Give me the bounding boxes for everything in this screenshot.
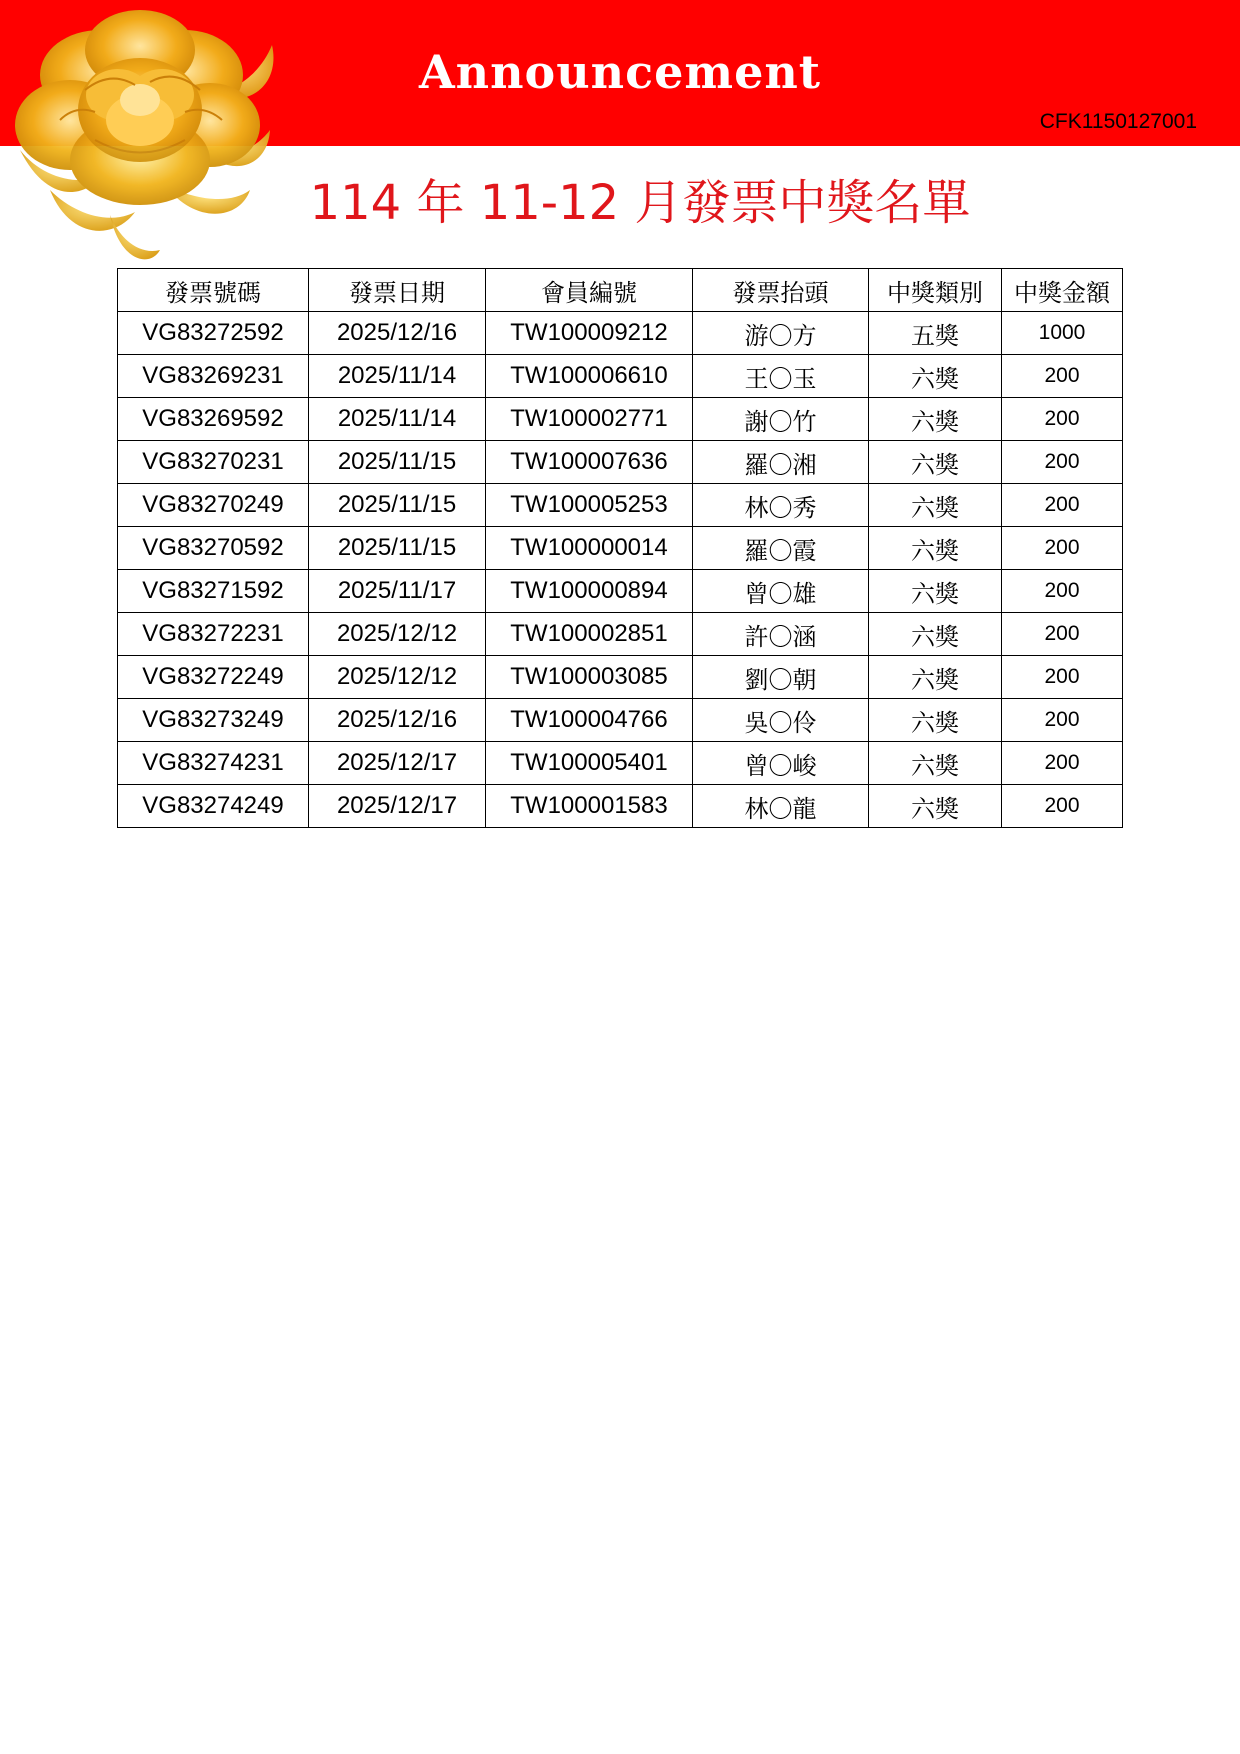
cell-invoice-title: 羅〇霞	[693, 527, 869, 570]
cell-invoice-title: 游〇方	[693, 312, 869, 355]
cell-prize-category: 六獎	[869, 699, 1002, 742]
cell-invoice-date: 2025/11/14	[309, 398, 486, 441]
banner-title: Announcement	[418, 45, 822, 99]
table-row	[118, 441, 1123, 484]
table-row	[118, 785, 1123, 828]
cell-member-id: TW100000014	[486, 527, 693, 570]
cell-prize-category: 六獎	[869, 398, 1002, 441]
cell-invoice-number: VG83269231	[118, 355, 309, 398]
cell-invoice-date: 2025/12/12	[309, 656, 486, 699]
cell-invoice-title: 林〇龍	[693, 785, 869, 828]
table-body	[118, 312, 1123, 828]
cell-prize-category: 六獎	[869, 785, 1002, 828]
cell-prize-amount: 200	[1002, 441, 1123, 484]
cell-invoice-date: 2025/11/17	[309, 570, 486, 613]
winners-table	[117, 268, 1123, 828]
cell-prize-category: 六獎	[869, 656, 1002, 699]
cell-prize-amount: 200	[1002, 699, 1123, 742]
cell-invoice-date: 2025/12/17	[309, 742, 486, 785]
cell-invoice-number: VG83270231	[118, 441, 309, 484]
cell-prize-category: 六獎	[869, 441, 1002, 484]
cell-member-id: TW100009212	[486, 312, 693, 355]
cell-prize-amount: 200	[1002, 527, 1123, 570]
table-row	[118, 312, 1123, 355]
cell-member-id: TW100006610	[486, 355, 693, 398]
cell-member-id: TW100001583	[486, 785, 693, 828]
cell-invoice-date: 2025/12/16	[309, 312, 486, 355]
cell-invoice-number: VG83270249	[118, 484, 309, 527]
table-row	[118, 398, 1123, 441]
document-code: CFK1150127001	[1039, 110, 1197, 133]
cell-prize-amount: 200	[1002, 613, 1123, 656]
cell-prize-category: 六獎	[869, 570, 1002, 613]
table-row	[118, 699, 1123, 742]
cell-member-id: TW100002851	[486, 613, 693, 656]
cell-invoice-number: VG83274231	[118, 742, 309, 785]
cell-prize-category: 六獎	[869, 355, 1002, 398]
cell-prize-amount: 1000	[1002, 312, 1123, 355]
cell-invoice-title: 劉〇朝	[693, 656, 869, 699]
cell-member-id: TW100005401	[486, 742, 693, 785]
column-header-invoice-date: 發票日期	[309, 269, 486, 312]
table-row	[118, 613, 1123, 656]
cell-member-id: TW100003085	[486, 656, 693, 699]
table-row	[118, 570, 1123, 613]
cell-prize-category: 六獎	[869, 613, 1002, 656]
cell-invoice-number: VG83272249	[118, 656, 309, 699]
cell-invoice-date: 2025/11/15	[309, 441, 486, 484]
column-header-invoice-number: 發票號碼	[118, 269, 309, 312]
cell-invoice-date: 2025/11/15	[309, 527, 486, 570]
cell-invoice-title: 王〇玉	[693, 355, 869, 398]
cell-invoice-date: 2025/12/17	[309, 785, 486, 828]
table-header-row	[118, 269, 1123, 312]
cell-invoice-title: 謝〇竹	[693, 398, 869, 441]
cell-invoice-date: 2025/11/15	[309, 484, 486, 527]
column-header-member-id: 會員編號	[486, 269, 693, 312]
cell-prize-amount: 200	[1002, 656, 1123, 699]
cell-prize-category: 六獎	[869, 484, 1002, 527]
cell-invoice-title: 吳〇伶	[693, 699, 869, 742]
cell-prize-amount: 200	[1002, 355, 1123, 398]
cell-invoice-number: VG83270592	[118, 527, 309, 570]
cell-prize-category: 六獎	[869, 742, 1002, 785]
cell-prize-amount: 200	[1002, 785, 1123, 828]
cell-member-id: TW100004766	[486, 699, 693, 742]
table-row	[118, 742, 1123, 785]
cell-invoice-number: VG83272231	[118, 613, 309, 656]
cell-invoice-date: 2025/12/12	[309, 613, 486, 656]
cell-invoice-title: 羅〇湘	[693, 441, 869, 484]
cell-prize-amount: 200	[1002, 398, 1123, 441]
cell-invoice-number: VG83269592	[118, 398, 309, 441]
cell-invoice-title: 林〇秀	[693, 484, 869, 527]
cell-prize-amount: 200	[1002, 484, 1123, 527]
cell-member-id: TW100002771	[486, 398, 693, 441]
cell-member-id: TW100005253	[486, 484, 693, 527]
cell-invoice-title: 許〇涵	[693, 613, 869, 656]
column-header-prize-amount: 中獎金額	[1002, 269, 1123, 312]
cell-prize-category: 五獎	[869, 312, 1002, 355]
table-row	[118, 484, 1123, 527]
cell-prize-category: 六獎	[869, 527, 1002, 570]
column-header-invoice-title: 發票抬頭	[693, 269, 869, 312]
cell-member-id: TW100000894	[486, 570, 693, 613]
page-title: 114 年 11-12 月發票中獎名單	[309, 175, 971, 231]
cell-prize-amount: 200	[1002, 570, 1123, 613]
cell-invoice-number: VG83271592	[118, 570, 309, 613]
cell-invoice-number: VG83274249	[118, 785, 309, 828]
cell-invoice-date: 2025/11/14	[309, 355, 486, 398]
cell-invoice-number: VG83273249	[118, 699, 309, 742]
cell-invoice-number: VG83272592	[118, 312, 309, 355]
cell-invoice-title: 曾〇峻	[693, 742, 869, 785]
cell-prize-amount: 200	[1002, 742, 1123, 785]
cell-invoice-title: 曾〇雄	[693, 570, 869, 613]
table-row	[118, 355, 1123, 398]
table-row	[118, 527, 1123, 570]
column-header-prize-category: 中獎類別	[869, 269, 1002, 312]
table-row	[118, 656, 1123, 699]
cell-member-id: TW100007636	[486, 441, 693, 484]
cell-invoice-date: 2025/12/16	[309, 699, 486, 742]
